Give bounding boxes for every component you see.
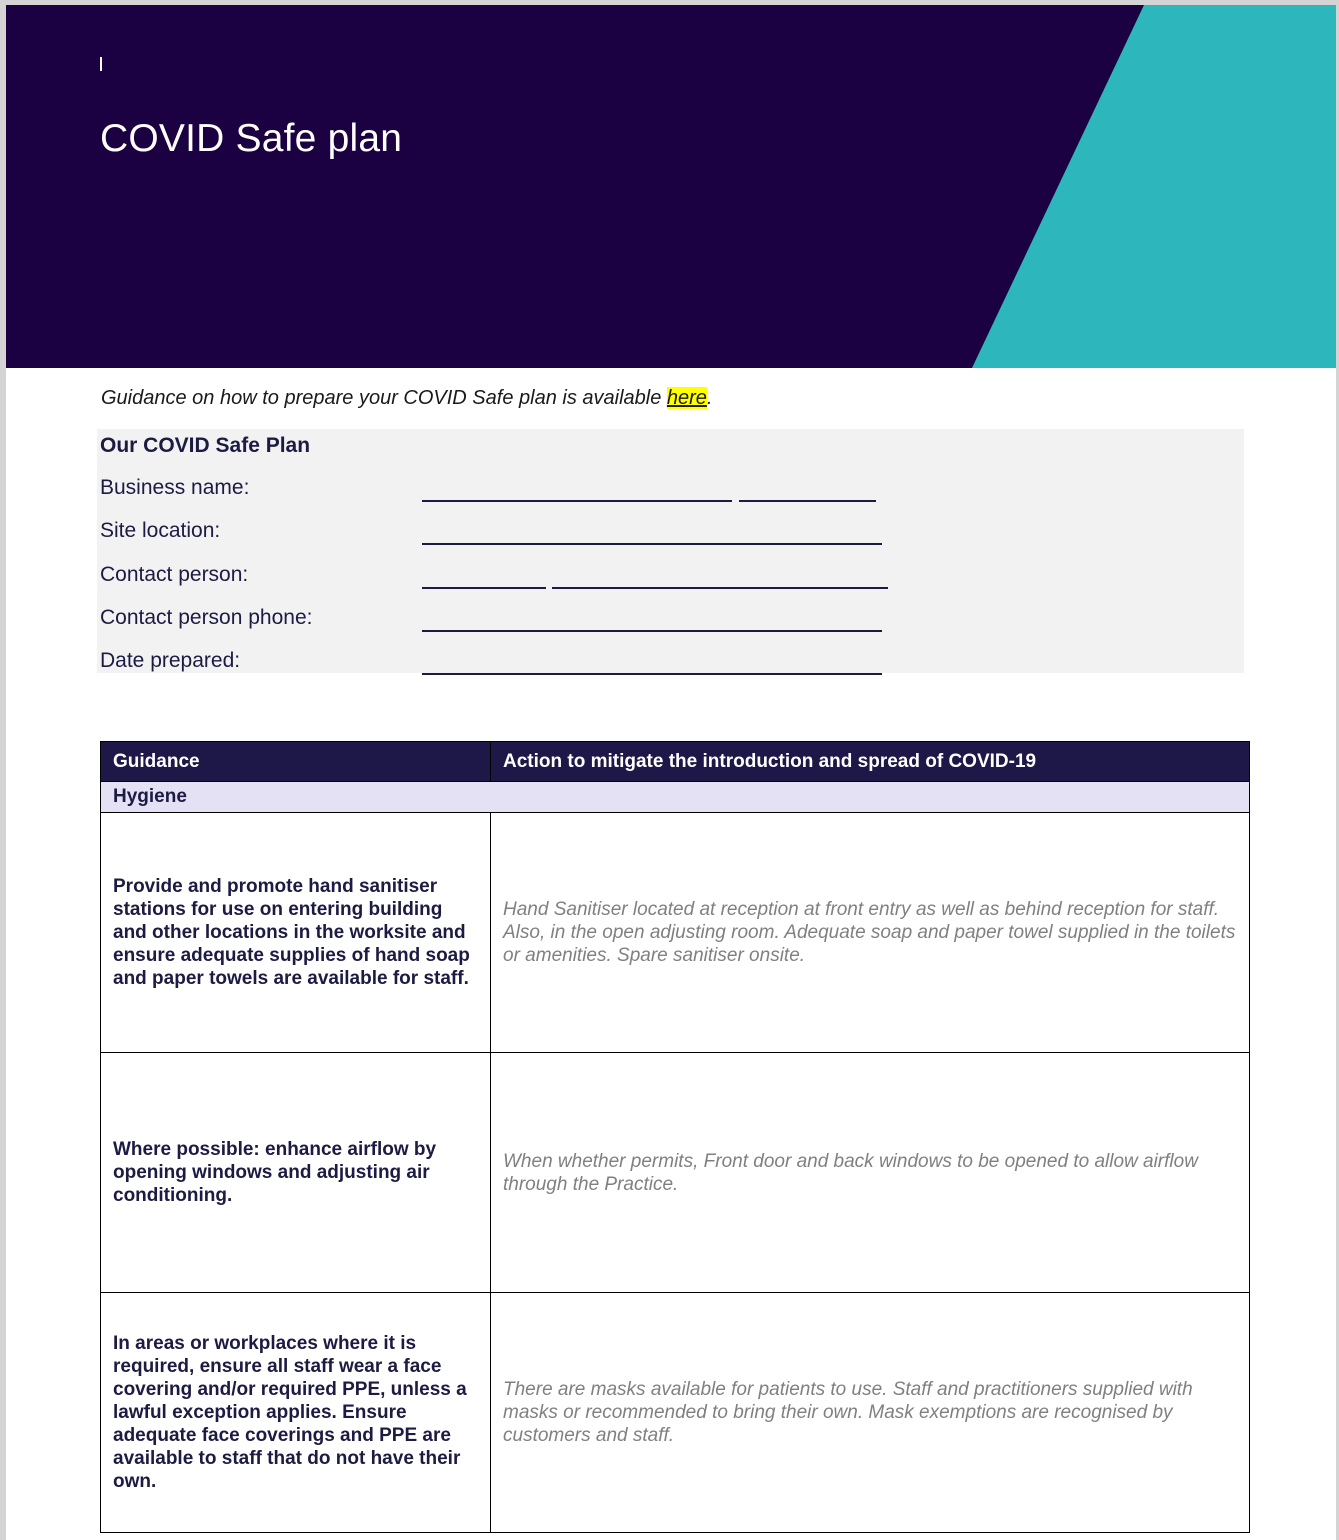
contact-person-row — [100, 563, 1240, 593]
contact-phone-label: Contact person phone: — [100, 606, 313, 629]
guidance-cell: Provide and promote hand sanitiser stations for use on entering building and other locations in the worksite and ensure adequate supplies of hand soap and paper towels are available for staff. — [101, 813, 491, 1053]
contact-person-label: Contact person: — [100, 563, 249, 586]
site-location-row — [100, 519, 1240, 549]
text-cursor — [100, 57, 102, 71]
plan-details-heading: Our COVID Safe Plan — [100, 434, 311, 457]
action-cell[interactable]: There are masks available for patients to use. Staff and practitioners supplied with masks or recommended to bring their own. Mask exemptions are recognised by customers and staff. — [491, 1293, 1250, 1533]
business-name-row — [100, 476, 1240, 506]
guidance-period: . — [706, 387, 713, 409]
document-page — [6, 5, 1336, 1540]
guidance-cell: Where possible: enhance airflow by opening windows and adjusting air conditioning. — [101, 1053, 491, 1293]
section-title: Hygiene — [101, 782, 1250, 813]
table-row — [101, 813, 1250, 1053]
guidance-link[interactable]: here — [666, 387, 707, 409]
guidance-text: Guidance on how to prepare your COVID Safe plan is available — [101, 387, 667, 409]
column-header-guidance: Guidance — [101, 742, 491, 782]
contact-phone-row — [100, 606, 1240, 636]
site-location-field[interactable] — [422, 543, 882, 545]
section-row-hygiene — [101, 782, 1250, 813]
contact-person-field[interactable] — [422, 587, 546, 589]
action-cell[interactable]: Hand Sanitiser located at reception at front entry as well as behind reception for staff. Also, in the open adjusting room. Adequate soap and paper towel supplied in the toilets or amenities. Spare sanitiser onsite. — [491, 813, 1250, 1053]
header-banner — [6, 5, 1336, 368]
date-prepared-label: Date prepared: — [100, 649, 241, 672]
table-header-row — [101, 742, 1250, 782]
contact-phone-field[interactable] — [422, 630, 882, 632]
plan-details-box — [97, 429, 1244, 673]
guidance-cell: In areas or workplaces where it is required, ensure all staff wear a face covering and/or required PPE, unless a lawful exception applies. Ensure adequate face coverings and PPE are available to staff that do not have their own. — [101, 1293, 491, 1533]
table-row — [101, 1293, 1250, 1533]
teal-accent-polygon — [972, 5, 1336, 368]
date-prepared-row — [100, 649, 1240, 679]
business-name-field[interactable] — [422, 500, 732, 502]
guidance-line — [101, 387, 712, 410]
teal-accent-shape — [6, 5, 1336, 368]
document-title: COVID Safe plan — [100, 117, 403, 160]
table-row — [101, 1053, 1250, 1293]
date-prepared-field[interactable] — [422, 673, 882, 675]
business-name-label: Business name: — [100, 476, 250, 499]
action-cell[interactable]: When whether permits, Front door and back windows to be opened to allow airflow through the Practice. — [491, 1053, 1250, 1293]
site-location-label: Site location: — [100, 519, 221, 542]
covid-plan-table — [100, 741, 1250, 1533]
contact-person-field-extra[interactable] — [552, 587, 888, 589]
column-header-action: Action to mitigate the introduction and spread of COVID-19 — [491, 742, 1250, 782]
business-name-field-extra[interactable] — [739, 500, 876, 502]
